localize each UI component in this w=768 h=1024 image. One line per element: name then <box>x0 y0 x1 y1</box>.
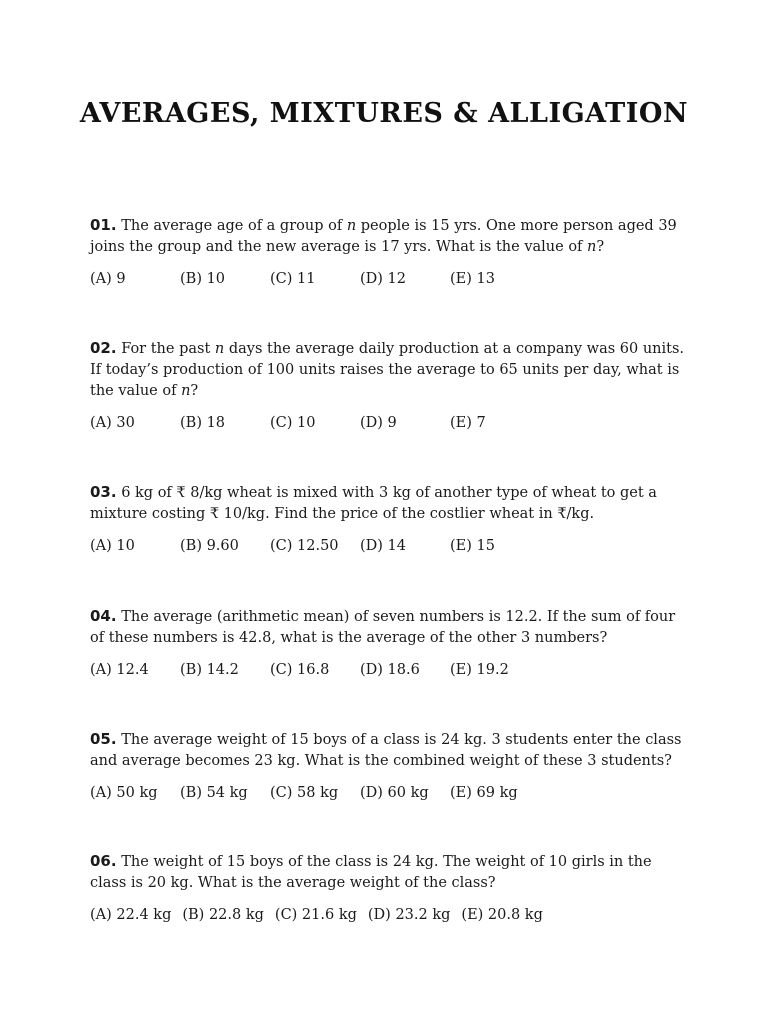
question-number: 03. <box>90 483 117 501</box>
question-06 <box>90 851 690 925</box>
option-c: (C) 10 <box>270 415 316 431</box>
question-text: 02. For the past n days the average daily production at a company was 60 units. If today’s production of 100 units raises the average to 65 units per day, what is the value of n? <box>90 339 685 399</box>
option-a: (A) 12.4 <box>90 662 149 678</box>
option-d: (D) 23.2 kg <box>367 907 451 923</box>
option-a: (A) 50 kg <box>90 785 158 801</box>
option-e: (E) 20.8 kg <box>461 907 543 923</box>
question-02 <box>90 338 690 433</box>
option-d: (D) 60 kg <box>360 785 429 801</box>
question-text: 05. The average weight of 15 boys of a class is 24 kg. 3 students enter the class and average becomes 23 kg. What is the combined weight of these 3 students? <box>90 730 682 769</box>
question-01 <box>90 215 690 289</box>
option-d: (D) 9 <box>360 415 397 431</box>
question-text: 06. The weight of 15 boys of the class is 24 kg. The weight of 10 girls in the class is 20 kg. What is the average weight of the class? <box>90 852 652 891</box>
question-text: 04. The average (arithmetic mean) of seven numbers is 12.2. If the sum of four of these numbers is 42.8, what is the average of the other 3 numbers? <box>90 607 676 646</box>
option-c: (C) 21.6 kg <box>274 907 357 923</box>
option-a: (A) 9 <box>90 271 126 287</box>
question-04 <box>90 606 690 680</box>
option-b: (B) 18 <box>180 415 226 431</box>
option-c: (C) 11 <box>270 271 316 287</box>
answer-options <box>90 783 690 803</box>
option-c: (C) 58 kg <box>270 785 339 801</box>
question-03 <box>90 482 690 556</box>
question-number: 04. <box>90 607 117 625</box>
page-title: AVERAGES, MIXTURES & ALLIGATION <box>79 98 689 129</box>
answer-options <box>90 536 690 556</box>
option-e: (E) 19.2 <box>450 662 509 678</box>
option-e: (E) 15 <box>450 538 495 554</box>
option-e: (E) 7 <box>450 415 486 431</box>
option-d: (D) 12 <box>360 271 406 287</box>
answer-options <box>90 269 690 289</box>
question-number: 06. <box>90 852 117 870</box>
question-05 <box>90 729 690 803</box>
option-b: (B) 9.60 <box>180 538 239 554</box>
option-b: (B) 22.8 kg <box>182 907 264 923</box>
answer-options <box>90 413 690 433</box>
answer-options <box>90 905 690 925</box>
option-e: (E) 13 <box>450 271 495 287</box>
option-d: (D) 18.6 <box>360 662 420 678</box>
option-a: (A) 10 <box>90 538 135 554</box>
answer-options <box>90 660 690 680</box>
question-number: 05. <box>90 730 117 748</box>
option-c: (C) 16.8 <box>270 662 330 678</box>
option-b: (B) 10 <box>180 271 226 287</box>
option-a: (A) 30 <box>90 415 135 431</box>
option-a: (A) 22.4 kg <box>90 907 172 923</box>
option-d: (D) 14 <box>360 538 406 554</box>
question-text: 01. The average age of a group of n people is 15 yrs. One more person aged 39 joins the group and the new average is 17 yrs. What is the value of n? <box>90 216 677 255</box>
option-e: (E) 69 kg <box>450 785 518 801</box>
option-b: (B) 54 kg <box>180 785 248 801</box>
option-b: (B) 14.2 <box>180 662 239 678</box>
question-number: 02. <box>90 339 117 357</box>
option-c: (C) 12.50 <box>270 538 339 554</box>
question-text: 03. 6 kg of ₹ 8/kg wheat is mixed with 3 kg of another type of wheat to get a mixture costing ₹ 10/kg. Find the price of the costlier wheat in ₹/kg. <box>90 483 657 522</box>
question-number: 01. <box>90 216 117 234</box>
